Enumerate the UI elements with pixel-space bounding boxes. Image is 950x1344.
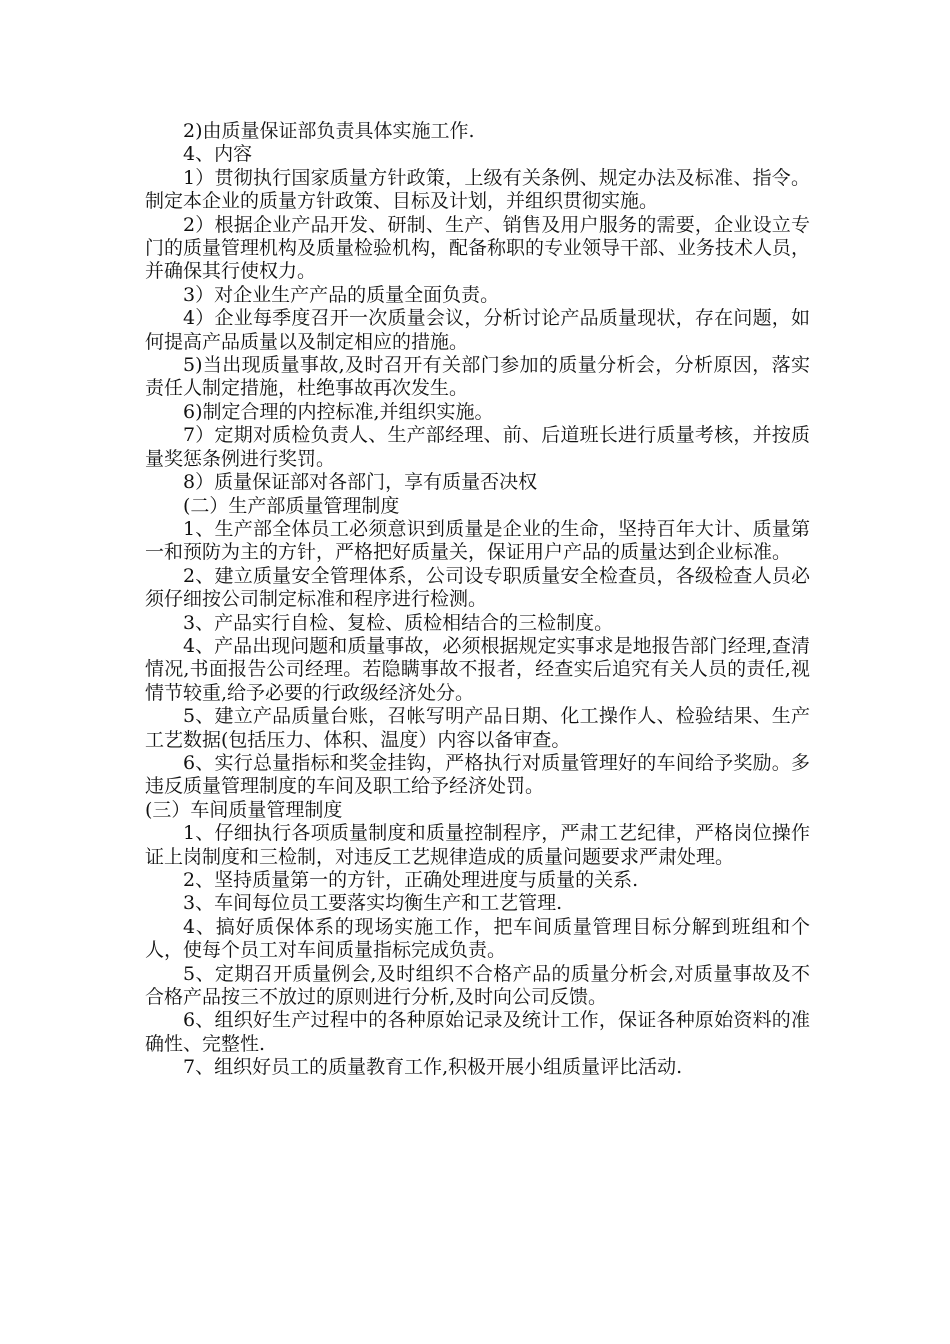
paragraph: 5)当出现质量事故,及时召开有关部门参加的质量分析会，分析原因，落实责任人制定措施，杜绝事故再次发生。	[145, 354, 810, 400]
paragraph: 1）贯彻执行国家质量方针政策，上级有关条例、规定办法及标准、指令。制定本企业的质量方针政策、目标及计划，并组织贯彻实施。	[145, 166, 810, 213]
paragraph: 2、建立质量安全管理体系，公司设专职质量安全检查员，各级检查人员必须仔细按公司制定标准和程序进行检测。	[145, 564, 810, 611]
paragraph: 1、生产部全体员工必须意识到质量是企业的生命，坚持百年大计、质量第一和预防为主的方针，严格把好质量关，保证用户产品的质量达到企业标准。	[145, 517, 810, 564]
paragraph: 3、车间每位员工要落实均衡生产和工艺管理.	[183, 892, 563, 915]
paragraph: 6、组织好生产过程中的各种原始记录及统计工作，保证各种原始资料的准确性、完整性.	[145, 1009, 810, 1055]
document-page	[145, 120, 810, 1080]
paragraph: 6)制定合理的内控标准,并组织实施。	[183, 400, 494, 423]
paragraph: 6、实行总量指标和奖金挂钩，严格执行对质量管理好的车间给予奖励。多违反质量管理制度的车间及职工给予经济处罚。	[145, 751, 810, 798]
section-heading: (三）车间质量管理制度	[145, 798, 343, 821]
paragraph: 5、建立产品质量台账，召帐写明产品日期、化工操作人、检验结果、生产工艺数据(包括压力、体积、温度）内容以备审查。	[145, 705, 810, 751]
paragraph: 7、组织好员工的质量教育工作,积极开展小组质量评比活动.	[183, 1056, 683, 1079]
paragraph: 2)由质量保证部负责具体实施工作.	[183, 120, 475, 142]
paragraph: 2、坚持质量第一的方针，正确处理进度与质量的关系.	[183, 869, 639, 891]
section-heading: (二）生产部质量管理制度	[183, 494, 400, 517]
section-heading: 4、内容	[183, 143, 253, 166]
paragraph: 3）对企业生产产品的质量全面负责。	[183, 283, 500, 306]
paragraph: 4、产品出现问题和质量事故，必须根据规定实事求是地报告部门经理,查清情况,书面报告公司经理。若隐瞒事故不报者，经查实后追究有关人员的责任,视情节较重,给予必要的行政级经济处分。	[145, 634, 810, 704]
paragraph: 1、仔细执行各项质量制度和质量控制程序，严肃工艺纪律，严格岗位操作证上岗制度和三检制，对违反工艺规律造成的质量问题要求严肃处理。	[145, 822, 810, 868]
paragraph: 7）定期对质检负责人、生产部经理、前、后道班长进行质量考核，并按质量奖惩条例进行奖罚。	[145, 424, 810, 470]
paragraph: 8）质量保证部对各部门，享有质量否决权	[183, 471, 538, 494]
paragraph: 2）根据企业产品开发、研制、生产、销售及用户服务的需要，企业设立专门的质量管理机构及质量检验机构，配备称职的专业领导干部、业务技术人员，并确保其行使权力。	[145, 213, 811, 283]
paragraph: 3、产品实行自检、复检、质检相结合的三检制度。	[183, 611, 614, 634]
paragraph: 4、搞好质保体系的现场实施工作，把车间质量管理目标分解到班组和个人，使每个员工对车间质量指标完成负责。	[145, 915, 810, 962]
paragraph: 4）企业每季度召开一次质量会议，分析讨论产品质量现状，存在问题，如何提高产品质量以及制定相应的措施。	[145, 307, 810, 353]
paragraph: 5、定期召开质量例会,及时组织不合格产品的质量分析会,对质量事故及不合格产品按三不放过的原则进行分析,及时向公司反馈。	[145, 962, 810, 1009]
